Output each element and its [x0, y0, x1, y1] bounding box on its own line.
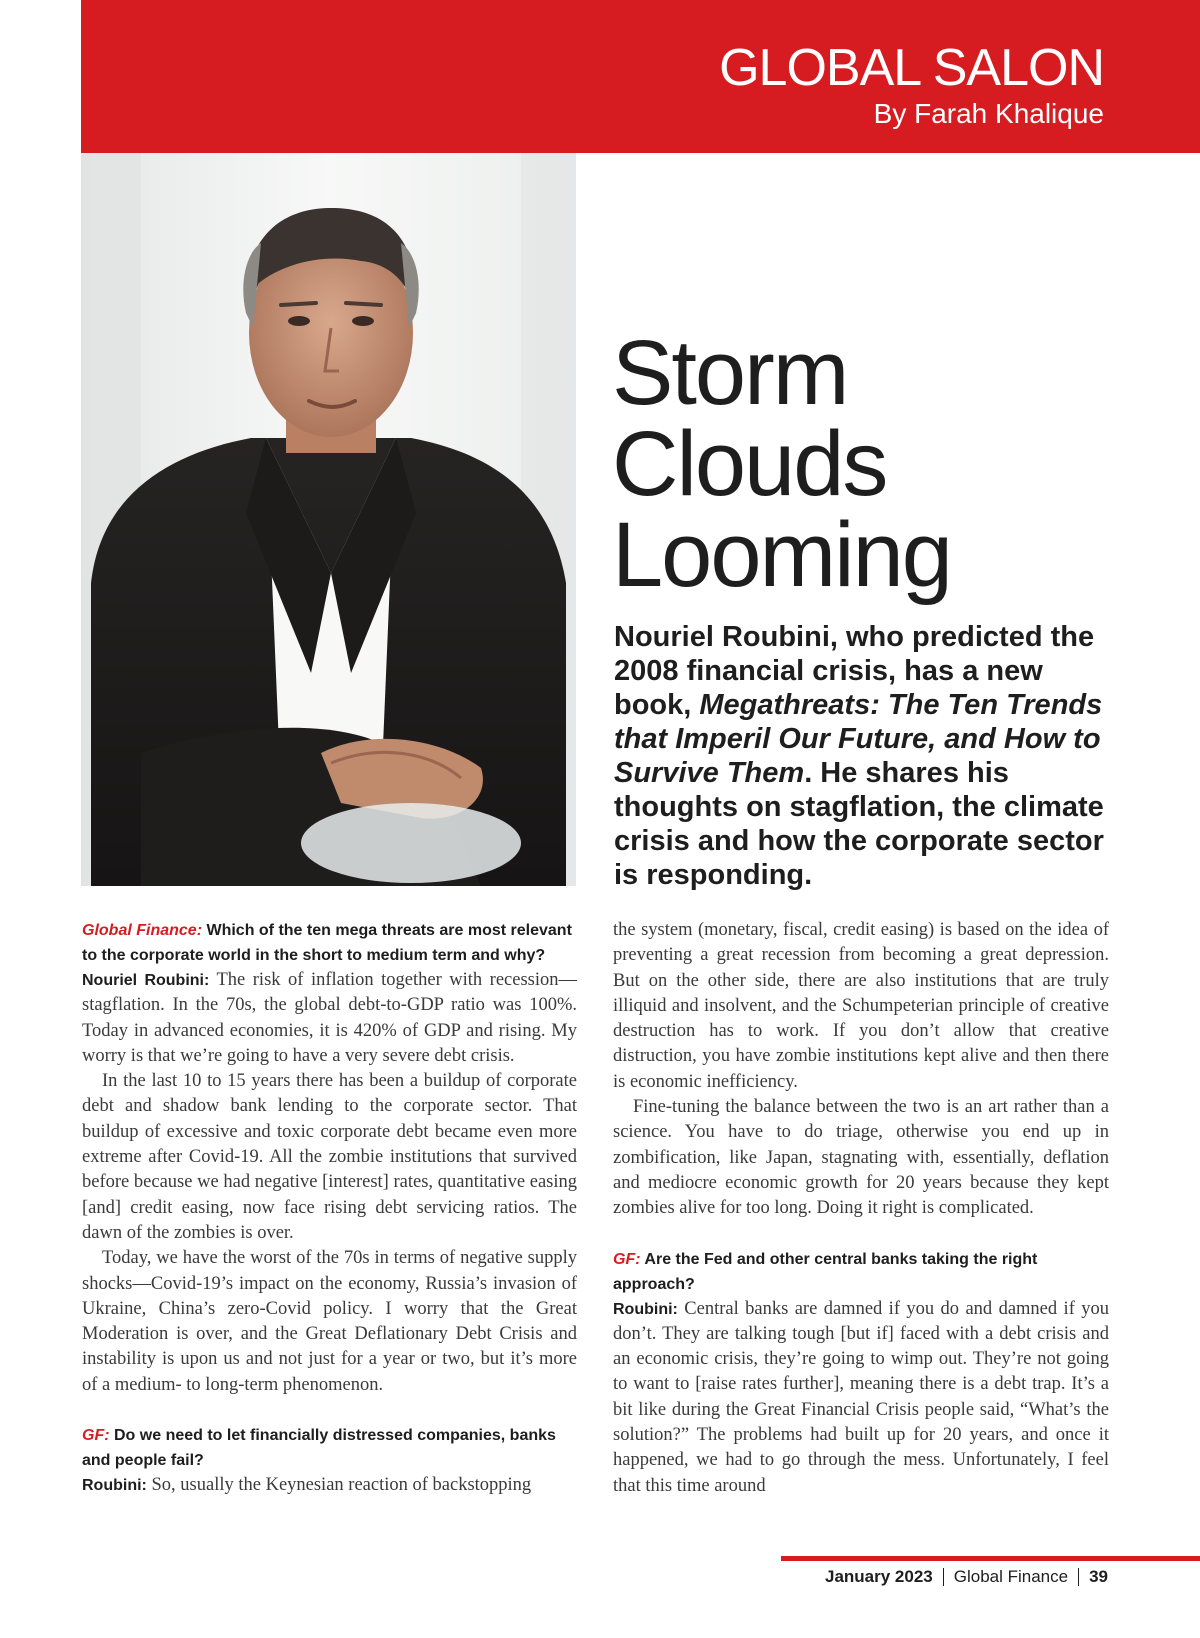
- portrait-photo: [81, 153, 576, 886]
- page-footer: [825, 1567, 1108, 1587]
- headline-line: Looming: [612, 504, 951, 606]
- question-text: Which of the ten mega threats are most relevant to the corporate world in the short to medium term and why?: [82, 922, 572, 964]
- article-dek: [614, 620, 1114, 892]
- question: [613, 1247, 1109, 1297]
- question: [82, 1423, 577, 1473]
- body-paragraph: In the last 10 to 15 years there has been a buildup of corporate debt and shadow bank lending to the corporate sector. That buildup of excessive and toxic corporate debt became even more extreme after Covid-19. All the zombie institutions that survived before because we had negative [interest] rates, quantitative easing [and] credit easing, now face rising debt servicing ratios. The dawn of the zombies is over.: [82, 1071, 577, 1243]
- question-asker: GF:: [613, 1250, 641, 1268]
- answer-speaker: Nouriel Roubini:: [82, 972, 210, 989]
- question-asker: GF:: [82, 1427, 110, 1445]
- answer-paragraph: [613, 1297, 1109, 1499]
- footer-divider: [1078, 1568, 1079, 1586]
- headline-line: Clouds: [612, 413, 887, 515]
- body-column-right: [613, 918, 1109, 1499]
- page-number: 39: [1089, 1567, 1108, 1586]
- body-paragraph: Today, we have the worst of the 70s in terms of negative supply shocks—Covid-19’s impact on the economy, Russia’s invasion of Ukraine, China’s zero-Covid policy. I worry that the Great Moderation is over, and the Great Deflationary Debt Crisis and instability is upon us and not just for a year or two, but it’s more of a medium- to long-term phenomenon.: [82, 1248, 577, 1395]
- footer-issue: January 2023: [824, 1567, 933, 1586]
- byline: By Farah Khalique: [873, 98, 1104, 129]
- body-paragraph: the system (monetary, fiscal, credit easing) is based on the idea of preventing a great recession from becoming a great depression. But on the other side, there are also institutions that are truly illiquid and insolvent, and the Schumpeterian principle of creative destruction has to work. If you don’t allow that creative distruction, you have zombie institutions kept alive and then there is economic inefficiency.: [613, 920, 1109, 1092]
- footer-divider: [943, 1568, 944, 1586]
- headline-line: Storm: [612, 322, 848, 424]
- answer-paragraph: [82, 1473, 577, 1498]
- answer-text: So, usually the Keynesian reaction of backstopping: [151, 1475, 532, 1496]
- dek-text: Nouriel Roubini, who predicted the 2008 financial crisis, has a new book,: [614, 621, 1095, 721]
- dek-text: . He shares his thoughts on stagflation, the climate crisis and how the corporate sector is responding.: [614, 757, 1104, 891]
- question-text: Do we need to let financially distressed companies, banks and people fail?: [82, 1427, 556, 1470]
- answer-paragraph: [82, 968, 577, 1069]
- section-title: GLOBAL SALON: [719, 39, 1104, 97]
- question-asker: Global Finance:: [82, 922, 203, 939]
- question: [82, 918, 577, 968]
- body-paragraph: Fine-tuning the balance between the two is an art rather than a science. You have to do triage, otherwise you end up in zombification, like Japan, stagnating with, essentially, deflation and mediocre economic growth for 20 years because they kept zombies alive for too long. Doing it right is complicated.: [613, 1097, 1109, 1219]
- footer-rule: [781, 1556, 1200, 1561]
- answer-text: Central banks are damned if you do and damned if you don’t. They are talking tough [but if] faced with a debt crisis and an economic crisis, they’re going to wimp out. They’re not going to want to [raise rates further], meaning there is a debt trap. It’s a bit like during the Great Financial Crisis people said, “What’s the solution?” The problems had built up for 20 years, and once it happened, we had to go through the mess. Unfortunately, I feel that this time around: [613, 1298, 1110, 1496]
- section-banner: [81, 0, 1200, 153]
- headline: [612, 322, 951, 606]
- book-title: Megathreats: The Ten Trends that Imperil Our Future, and How to Survive Them: [614, 689, 1103, 789]
- answer-text: The risk of inflation together with recession—stagflation. In the 70s, the global debt-to-GDP ratio was 100%. Today in advanced economies, it is 420% of GDP and rising. My worry is that we’re going to have a very severe debt crisis.: [82, 970, 577, 1066]
- answer-speaker: Roubini:: [613, 1300, 678, 1318]
- question-text: Are the Fed and other central banks taking the right approach?: [613, 1250, 1038, 1293]
- body-column-left: [82, 918, 577, 1498]
- footer-publication: Global Finance: [953, 1567, 1069, 1586]
- answer-speaker: Roubini:: [82, 1477, 147, 1495]
